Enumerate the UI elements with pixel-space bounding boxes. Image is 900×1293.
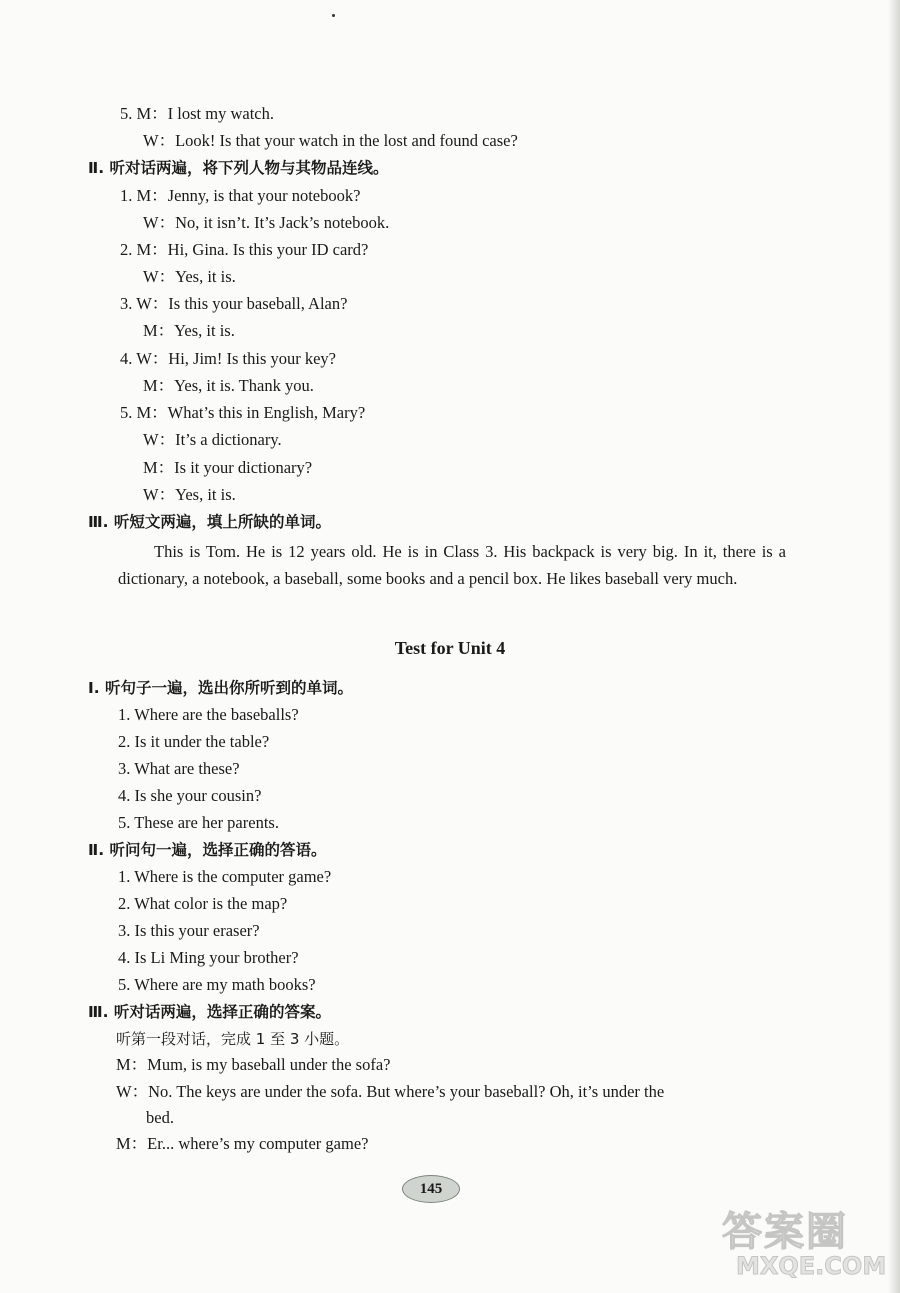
- dialogue-line: 1. M：Jenny, is that your notebook?: [120, 186, 361, 205]
- page-title: Test for Unit 4: [394, 638, 506, 658]
- dialogue-line: 4. W：Hi, Jim! Is this your key?: [120, 349, 337, 368]
- dialogue-line: M：Er... where’s my computer game?: [116, 1134, 369, 1153]
- question-line: 1. Where is the computer game?: [118, 867, 332, 886]
- dialogue-line: 2. M：Hi, Gina. Is this your ID card?: [120, 240, 369, 259]
- question-line: 4. Is Li Ming your brother?: [118, 948, 299, 967]
- dialogue-line: W：Look! Is that your watch in the lost and found case?: [143, 131, 518, 150]
- dialogue-line: W：No, it isn’t. It’s Jack’s notebook.: [143, 213, 390, 232]
- dialogue-line: 5. M：I lost my watch.: [120, 104, 274, 123]
- section-heading: Ⅱ. 听问句一遍，选择正确的答语。: [88, 841, 327, 859]
- watermark-logo: [722, 1200, 898, 1293]
- dialogue-line: M：Yes, it is. Thank you.: [143, 376, 314, 395]
- watermark-url: MXQE.COM: [736, 1252, 887, 1280]
- dialogue-line: bed.: [146, 1108, 174, 1127]
- question-line: 5. Where are my math books?: [118, 975, 316, 994]
- question-line: 4. Is she your cousin?: [118, 786, 262, 805]
- instruction-text: 听第一段对话，完成 1 至 3 小题。: [116, 1030, 350, 1048]
- section-heading: Ⅲ. 听短文两遍，填上所缺的单词。: [88, 513, 331, 531]
- dialogue-line: W：Yes, it is.: [143, 267, 236, 286]
- section-heading: Ⅰ. 听句子一遍，选出你所听到的单词。: [88, 679, 354, 697]
- page-number: 145: [402, 1175, 460, 1203]
- dialogue-line: M：Yes, it is.: [143, 321, 235, 340]
- question-line: 3. Is this your eraser?: [118, 921, 260, 940]
- question-line: 2. What color is the map?: [118, 894, 288, 913]
- watermark-text: 答案圈: [722, 1209, 848, 1255]
- dialogue-line: W：Yes, it is.: [143, 485, 236, 504]
- dialogue-line: M：Mum, is my baseball under the sofa?: [116, 1055, 391, 1074]
- dialogue-line: W：No. The keys are under the sofa. But where’s your baseball? Oh, it’s under the: [116, 1082, 665, 1101]
- dialogue-line: 3. W：Is this your baseball, Alan?: [120, 294, 348, 313]
- dialogue-line: 5. M：What’s this in English, Mary?: [120, 403, 366, 422]
- scan-speck: [332, 14, 335, 17]
- dialogue-line: W：It’s a dictionary.: [143, 430, 282, 449]
- question-line: 1. Where are the baseballs?: [118, 705, 299, 724]
- question-line: 2. Is it under the table?: [118, 732, 270, 751]
- dialogue-line: M：Is it your dictionary?: [143, 458, 313, 477]
- section-heading: Ⅲ. 听对话两遍，选择正确的答案。: [88, 1003, 331, 1021]
- question-line: 5. These are her parents.: [118, 813, 279, 832]
- question-line: 3. What are these?: [118, 759, 240, 778]
- passage-paragraph: This is Tom. He is 12 years old. He is in Class 3. His backpack is very big. In it, there is a dictionary, a notebook, a baseball, some books and a pencil box. He likes baseball very much.: [118, 542, 786, 588]
- section-heading: Ⅱ. 听对话两遍，将下列人物与其物品连线。: [88, 159, 389, 177]
